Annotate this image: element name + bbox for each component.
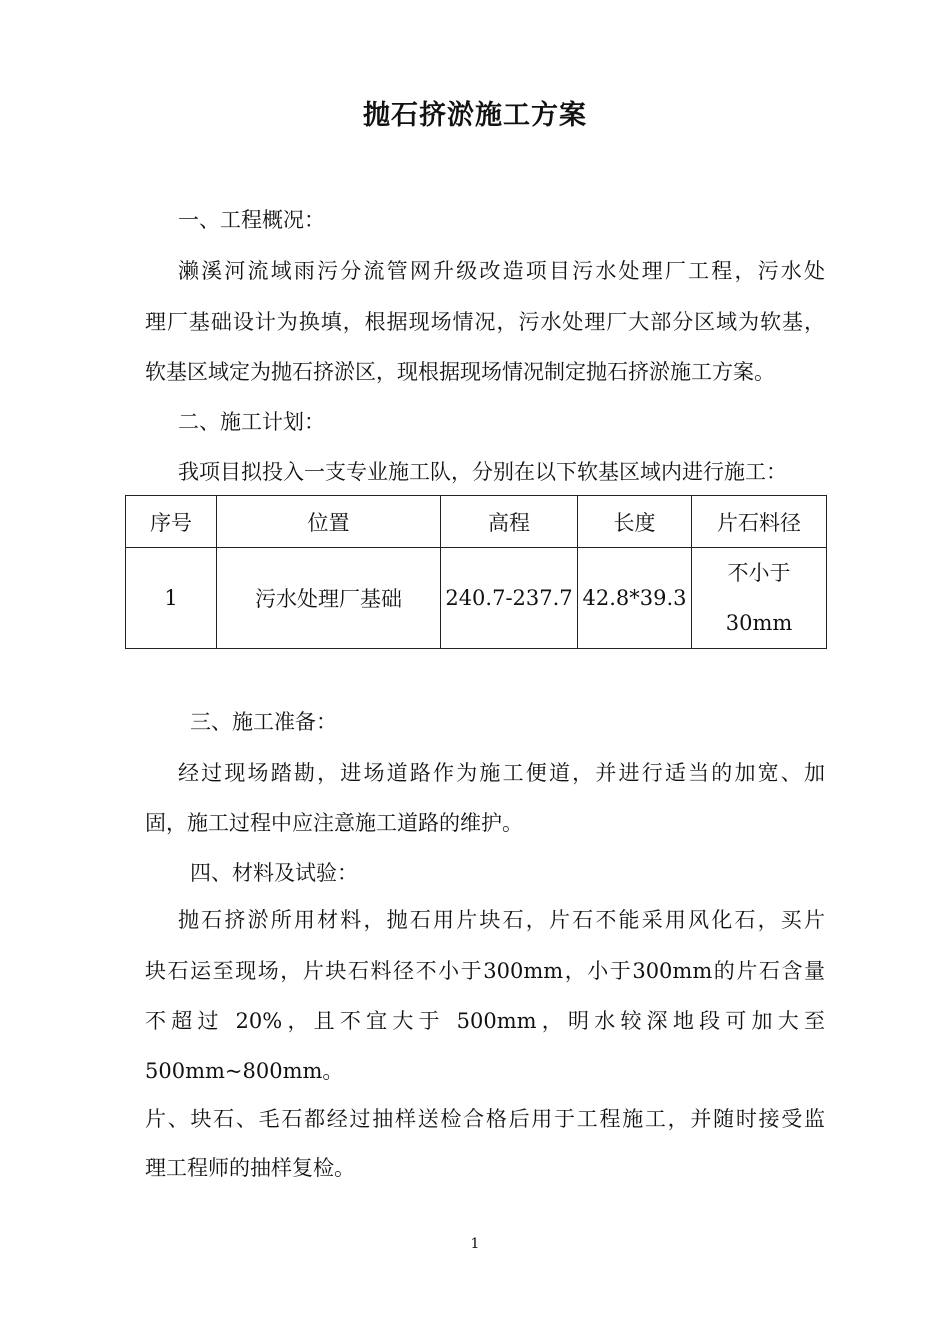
- stone-size-line: 不小于: [727, 561, 791, 585]
- table-header-cell: 长度: [578, 496, 692, 548]
- table-cell-length: 42.8*39.3: [578, 548, 692, 649]
- table-header-cell: 序号: [126, 496, 217, 548]
- section-4-heading: 四、材料及试验：: [190, 861, 358, 885]
- paragraph-line: 块石运至现场，片块石料径不小于300mm，小于300mm的片石含量: [145, 959, 825, 983]
- paragraph-line: 固，施工过程中应注意施工道路的维护。: [145, 811, 523, 835]
- construction-area-table: [125, 495, 827, 649]
- table-header-row: [126, 496, 827, 548]
- section-1-heading: 一、工程概况：: [178, 208, 325, 232]
- table-cell-elevation: 240.7-237.7: [441, 548, 578, 649]
- table-cell-stone-size: [692, 548, 827, 649]
- table-header-cell: 位置: [217, 496, 441, 548]
- paragraph-line: 软基区域定为抛石挤淤区，现根据现场情况制定抛石挤淤施工方案。: [145, 360, 775, 384]
- section-2-intro: 我项目拟投入一支专业施工队，分别在以下软基区域内进行施工：: [178, 460, 787, 484]
- paragraph-line: 经过现场踏勘，进场道路作为施工便道，并进行适当的加宽、加: [178, 761, 825, 785]
- page-number: 1: [470, 1236, 480, 1252]
- table-header-cell: 高程: [441, 496, 578, 548]
- paragraph-line: 濑溪河流域雨污分流管网升级改造项目污水处理厂工程，污水处: [178, 259, 825, 283]
- stone-size-line: 30mm: [725, 611, 793, 635]
- paragraph-line: 500mm~800mm。: [145, 1059, 344, 1083]
- paragraph-line: 抛石挤淤所用材料，抛石用片块石，片石不能采用风化石，买片: [178, 908, 825, 932]
- section-2-heading: 二、施工计划：: [178, 410, 325, 434]
- paragraph-line: 理工程师的抽样复检。: [145, 1156, 355, 1180]
- page-title: 抛石挤淤施工方案: [363, 100, 587, 131]
- table-row: [126, 548, 827, 649]
- table-cell-no: 1: [126, 548, 217, 649]
- table-header-cell: 片石料径: [692, 496, 827, 548]
- section-3-heading: 三、施工准备：: [190, 710, 337, 734]
- table-cell-location: 污水处理厂基础: [217, 548, 441, 649]
- paragraph-line: 理厂基础设计为换填，根据现场情况，污水处理厂大部分区域为软基，: [145, 310, 825, 334]
- paragraph-line: 不超过 20%，且不宜大于 500mm，明水较深地段可加大至: [145, 1009, 825, 1033]
- paragraph-line: 片、块石、毛石都经过抽样送检合格后用于工程施工，并随时接受监: [145, 1107, 825, 1131]
